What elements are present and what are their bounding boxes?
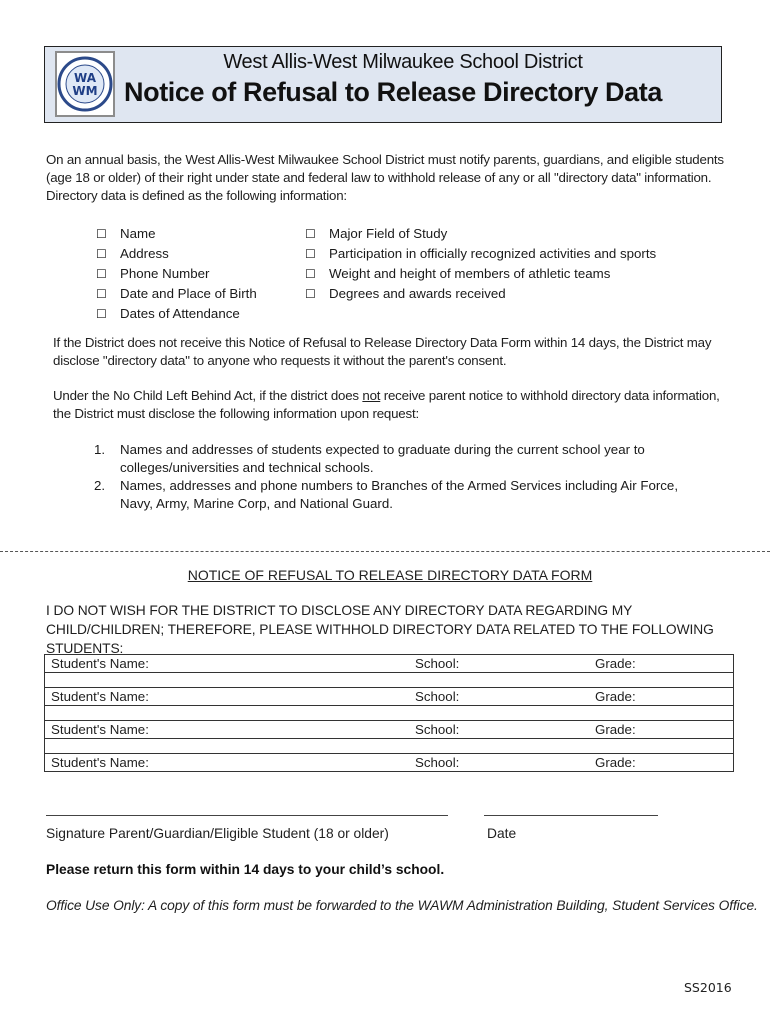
date-label: Date [487, 826, 517, 841]
svg-text:WM: WM [72, 84, 98, 98]
table-row[interactable] [45, 754, 734, 772]
checkbox-icon: ☐ [305, 247, 316, 261]
list-item: ☐ Dates of Attendance [96, 304, 257, 324]
table-row-spacer [45, 673, 734, 688]
district-name: West Allis-West Milwaukee School District [223, 51, 583, 73]
checkbox-icon: ☐ [305, 267, 316, 281]
intro-paragraph: On an annual basis, the West Allis-West Milwaukee School District must notify parents, guardians, and eligible students (age 18 or older) of their right under state and federal law to withhold release of any or all "directory data" information. Directory data is defined as the following information: [46, 152, 724, 203]
checkbox-icon: ☐ [96, 307, 107, 321]
checkbox-icon: ☐ [96, 227, 107, 241]
student-name-label: Student's Name: [51, 722, 149, 737]
list-item: ☐ Date and Place of Birth [96, 284, 257, 304]
refusal-statement: I DO NOT WISH FOR THE DISTRICT TO DISCLOSE ANY DIRECTORY DATA REGARDING MY CHILD/CHILDREN; THEREFORE, PLEASE WITHHOLD DIRECTORY DATA RELATED TO THE FOLLOWING STUDENTS: [46, 603, 714, 656]
signature-label: Signature Parent/Guardian/Eligible Student (18 or older) [46, 826, 389, 841]
school-label: School: [415, 656, 460, 671]
student-name-label: Student's Name: [51, 755, 149, 770]
list-item: ☐ Name [96, 224, 257, 244]
list-item: 1. Names and addresses of students expected to graduate during the current school year to colleges/universities and technical schools. [94, 442, 645, 475]
directory-list-right [305, 224, 656, 304]
return-instruction: Please return this form within 14 days to your child’s school. [46, 862, 445, 877]
cut-line [0, 551, 770, 552]
table-row[interactable] [45, 721, 734, 739]
student-name-label: Student's Name: [51, 689, 149, 704]
list-item: ☐ Phone Number [96, 264, 257, 284]
table-row-spacer [45, 706, 734, 721]
form-title: NOTICE OF REFUSAL TO RELEASE DIRECTORY DATA FORM [187, 567, 593, 583]
school-label: School: [415, 755, 460, 770]
school-label: School: [415, 689, 460, 704]
page-title: Notice of Refusal to Release Directory Data [124, 77, 662, 107]
school-label: School: [415, 722, 460, 737]
checkbox-icon: ☐ [96, 287, 107, 301]
list-item: 2. Names, addresses and phone numbers to Branches of the Armed Services including Air Force, Navy, Army, Marine Corp, and National Guard. [94, 478, 679, 511]
grade-label: Grade: [595, 689, 636, 704]
list-item: ☐ Address [96, 244, 257, 264]
student-name-label: Student's Name: [51, 656, 149, 671]
grade-label: Grade: [595, 722, 636, 737]
table-row-spacer [45, 739, 734, 754]
list-item: ☐ Major Field of Study [305, 224, 656, 244]
list-item: ☐ Participation in officially recognized activities and sports [305, 244, 656, 264]
directory-list-left [96, 224, 257, 324]
emphasis-not: not [362, 388, 381, 403]
table-row[interactable] [45, 655, 734, 673]
header-banner [44, 46, 722, 123]
signature-line[interactable] [46, 815, 448, 816]
checkbox-icon: ☐ [305, 287, 316, 301]
receive-paragraph: If the District does not receive this Notice of Refusal to Release Directory Data Form within 14 days, the District may disclose "directory data" to anyone who requests it without the parent's consent. [53, 335, 712, 368]
checkbox-icon: ☐ [96, 247, 107, 261]
grade-label: Grade: [595, 755, 636, 770]
svg-text:WA: WA [74, 71, 96, 85]
date-line[interactable] [484, 815, 658, 816]
table-row[interactable] [45, 688, 734, 706]
checkbox-icon: ☐ [96, 267, 107, 281]
students-table [44, 654, 734, 772]
grade-label: Grade: [595, 656, 636, 671]
list-item: ☐ Degrees and awards received [305, 284, 656, 304]
disclosure-list [94, 441, 714, 513]
form-code: SS2016 [684, 980, 732, 995]
office-use-note: Office Use Only: A copy of this form must be forwarded to the WAWM Administration Building, Student Services Office. [46, 898, 758, 913]
checkbox-icon: ☐ [305, 227, 316, 241]
nclb-paragraph: Under the No Child Left Behind Act, if the district does not receive parent notice to withhold directory data information, the District must disclose the following information upon request: [53, 388, 720, 421]
list-item: ☐ Weight and height of members of athletic teams [305, 264, 656, 284]
